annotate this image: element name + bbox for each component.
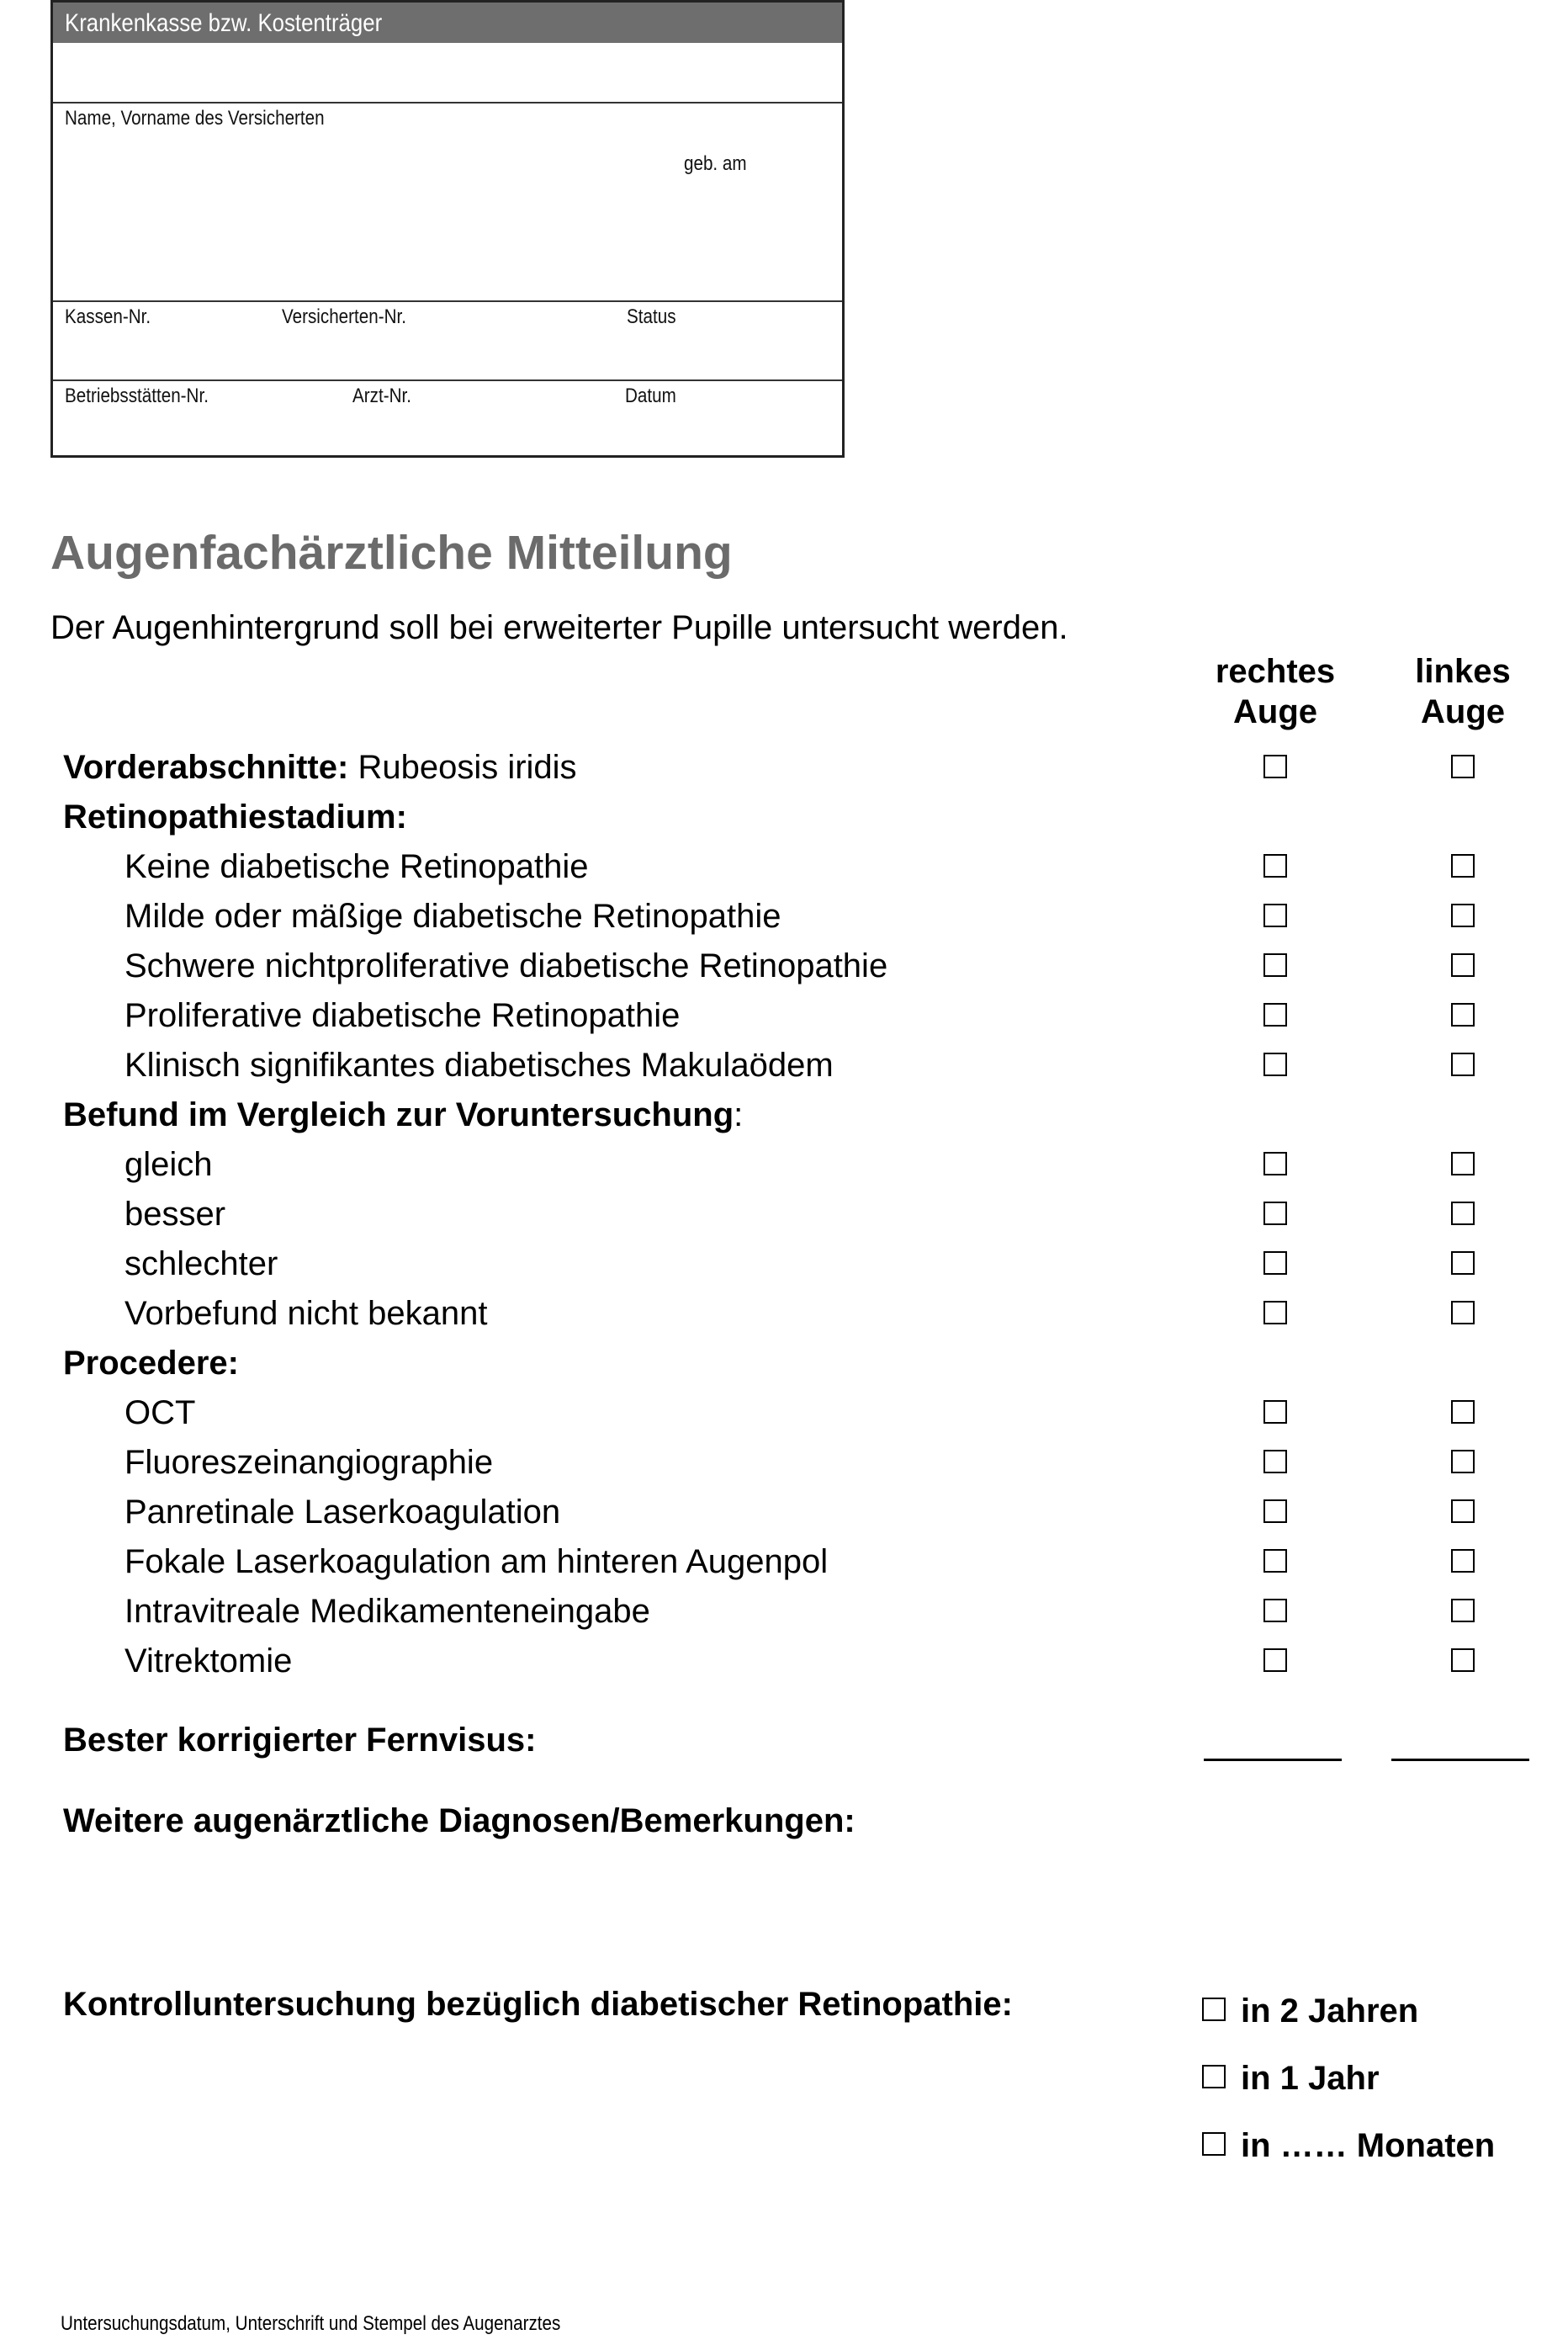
left-eye-checkbox[interactable]: [1451, 1202, 1475, 1225]
option-label: in 2 Jahren: [1241, 1992, 1419, 2030]
row-vorderabschnitte: [0, 743, 1568, 792]
right-eye-checkbox[interactable]: [1263, 1599, 1287, 1622]
befund-heading: Befund im Vergleich zur Voruntersuchung: [63, 1096, 734, 1133]
right-eye-checkbox[interactable]: [1263, 854, 1287, 878]
item-label: schlechter: [124, 1245, 278, 1282]
item-label: Vorbefund nicht bekannt: [124, 1295, 488, 1332]
list-item: [0, 1140, 1568, 1189]
left-eye-checkbox[interactable]: [1451, 755, 1475, 778]
fernvisus-label: Bester korrigierter Fernvisus:: [63, 1722, 537, 1759]
list-item: [0, 1190, 1568, 1239]
right-eye-checkbox[interactable]: [1263, 1450, 1287, 1473]
befund-heading-wrap: [63, 1090, 743, 1139]
left-eye-header-line2: Auge: [1421, 693, 1505, 730]
retinopathie-heading: Retinopathiestadium:: [63, 799, 407, 836]
section-retinopathie: [0, 793, 1568, 841]
kassen-nr-label: Kassen-Nr.: [65, 305, 151, 328]
option-label: in 1 Jahr: [1241, 2060, 1380, 2097]
list-item: [0, 1537, 1568, 1586]
left-eye-checkbox[interactable]: [1451, 904, 1475, 927]
left-eye-checkbox[interactable]: [1451, 1003, 1475, 1027]
divider: [53, 300, 842, 302]
right-eye-checkbox[interactable]: [1263, 1549, 1287, 1573]
item-label: Vitrektomie: [124, 1642, 293, 1679]
item-label: besser: [124, 1196, 226, 1233]
weitere-diagnosen-label: Weitere augenärztliche Diagnosen/Bemerkungen:: [63, 1802, 856, 1839]
item-label: Fluoreszeinangiographie: [124, 1444, 494, 1481]
right-eye-checkbox[interactable]: [1263, 1251, 1287, 1275]
section-befund: [0, 1090, 1568, 1139]
right-eye-checkbox[interactable]: [1263, 755, 1287, 778]
left-eye-checkbox[interactable]: [1451, 1400, 1475, 1424]
signature-footer-label: Untersuchungsdatum, Unterschrift und Stempel des Augenarztes: [61, 2312, 561, 2335]
list-item: [0, 1041, 1568, 1090]
list-item: [0, 991, 1568, 1040]
left-eye-checkbox[interactable]: [1451, 1549, 1475, 1573]
right-eye-checkbox[interactable]: [1263, 1400, 1287, 1424]
right-eye-checkbox[interactable]: [1263, 1499, 1287, 1523]
list-item: [0, 942, 1568, 990]
list-item: [0, 1438, 1568, 1487]
list-item: [0, 1289, 1568, 1338]
section-procedere: [0, 1339, 1568, 1388]
right-eye-checkbox[interactable]: [1263, 1152, 1287, 1175]
versicherten-nr-label: Versicherten-Nr.: [282, 305, 406, 328]
item-label: Proliferative diabetische Retinopathie: [124, 997, 681, 1034]
right-eye-checkbox[interactable]: [1263, 1301, 1287, 1324]
vorderabschnitte-heading: Vorderabschnitte:: [63, 749, 349, 786]
kontrolle-label: Kontrolluntersuchung bezüglich diabetischer Retinopathie:: [63, 1986, 1013, 2023]
document-title: Augenfachärztliche Mitteilung: [50, 526, 733, 580]
left-eye-column-header: [1370, 651, 1555, 732]
right-eye-checkbox[interactable]: [1263, 1648, 1287, 1672]
item-label: Intravitreale Medikamenteneingabe: [124, 1593, 650, 1630]
right-eye-checkbox[interactable]: [1263, 1003, 1287, 1027]
item-label: Fokale Laserkoagulation am hinteren Augenpol: [124, 1543, 829, 1580]
item-label: Keine diabetische Retinopathie: [124, 848, 589, 885]
procedere-heading: Procedere:: [63, 1345, 239, 1382]
insurance-header: [53, 3, 842, 43]
right-eye-header-line2: Auge: [1233, 693, 1317, 730]
birth-date-label: geb. am: [684, 152, 747, 175]
divider: [53, 379, 842, 381]
befund-colon: :: [734, 1096, 744, 1133]
left-eye-checkbox[interactable]: [1451, 1152, 1475, 1175]
divider: [53, 102, 842, 103]
intro-text: Der Augenhintergrund soll bei erweiterter Pupille untersucht werden.: [50, 609, 1068, 646]
checkbox[interactable]: [1202, 2132, 1226, 2156]
left-eye-header-line1: linkes: [1415, 653, 1511, 690]
name-label: Name, Vorname des Versicherten: [65, 107, 325, 130]
left-eye-checkbox[interactable]: [1451, 1599, 1475, 1622]
right-eye-checkbox[interactable]: [1263, 1053, 1287, 1076]
vorderabschnitte-value: Rubeosis iridis: [348, 749, 577, 786]
list-item: [0, 1488, 1568, 1536]
item-label: Panretinale Laserkoagulation: [124, 1494, 561, 1531]
left-eye-checkbox[interactable]: [1451, 1053, 1475, 1076]
insurance-box: [50, 0, 845, 458]
arzt-nr-label: Arzt-Nr.: [352, 385, 411, 407]
right-eye-checkbox[interactable]: [1263, 953, 1287, 977]
insurance-header-title: Krankenkasse bzw. Kostenträger: [65, 9, 383, 37]
datum-label: Datum: [625, 385, 676, 407]
item-label: Milde oder mäßige diabetische Retinopathie: [124, 898, 781, 935]
list-item: [0, 1388, 1568, 1437]
list-item: [0, 1637, 1568, 1685]
list-item: [0, 1239, 1568, 1288]
left-eye-checkbox[interactable]: [1451, 1301, 1475, 1324]
left-eye-visus-line[interactable]: [1391, 1759, 1529, 1761]
list-item: [0, 842, 1568, 891]
left-eye-checkbox[interactable]: [1451, 1251, 1475, 1275]
checkbox[interactable]: [1202, 1998, 1226, 2021]
right-eye-column-header: [1183, 651, 1368, 732]
item-label: gleich: [124, 1146, 213, 1183]
right-eye-visus-line[interactable]: [1204, 1759, 1342, 1761]
left-eye-checkbox[interactable]: [1451, 1499, 1475, 1523]
item-label: OCT: [124, 1394, 196, 1431]
right-eye-checkbox[interactable]: [1263, 904, 1287, 927]
left-eye-checkbox[interactable]: [1451, 1648, 1475, 1672]
checkbox[interactable]: [1202, 2065, 1226, 2088]
left-eye-checkbox[interactable]: [1451, 953, 1475, 977]
status-label: Status: [627, 305, 676, 328]
list-item: [0, 1587, 1568, 1636]
left-eye-checkbox[interactable]: [1451, 1450, 1475, 1473]
list-item: [0, 892, 1568, 941]
item-label: Schwere nichtproliferative diabetische Retinopathie: [124, 947, 888, 984]
right-eye-checkbox[interactable]: [1263, 1202, 1287, 1225]
vorderabschnitte-label: [63, 743, 577, 792]
item-label: Klinisch signifikantes diabetisches Makulaödem: [124, 1047, 834, 1084]
right-eye-header-line1: rechtes: [1215, 653, 1336, 690]
betriebsstaetten-nr-label: Betriebsstätten-Nr.: [65, 385, 209, 407]
option-label: in …… Monaten: [1241, 2127, 1496, 2164]
left-eye-checkbox[interactable]: [1451, 854, 1475, 878]
